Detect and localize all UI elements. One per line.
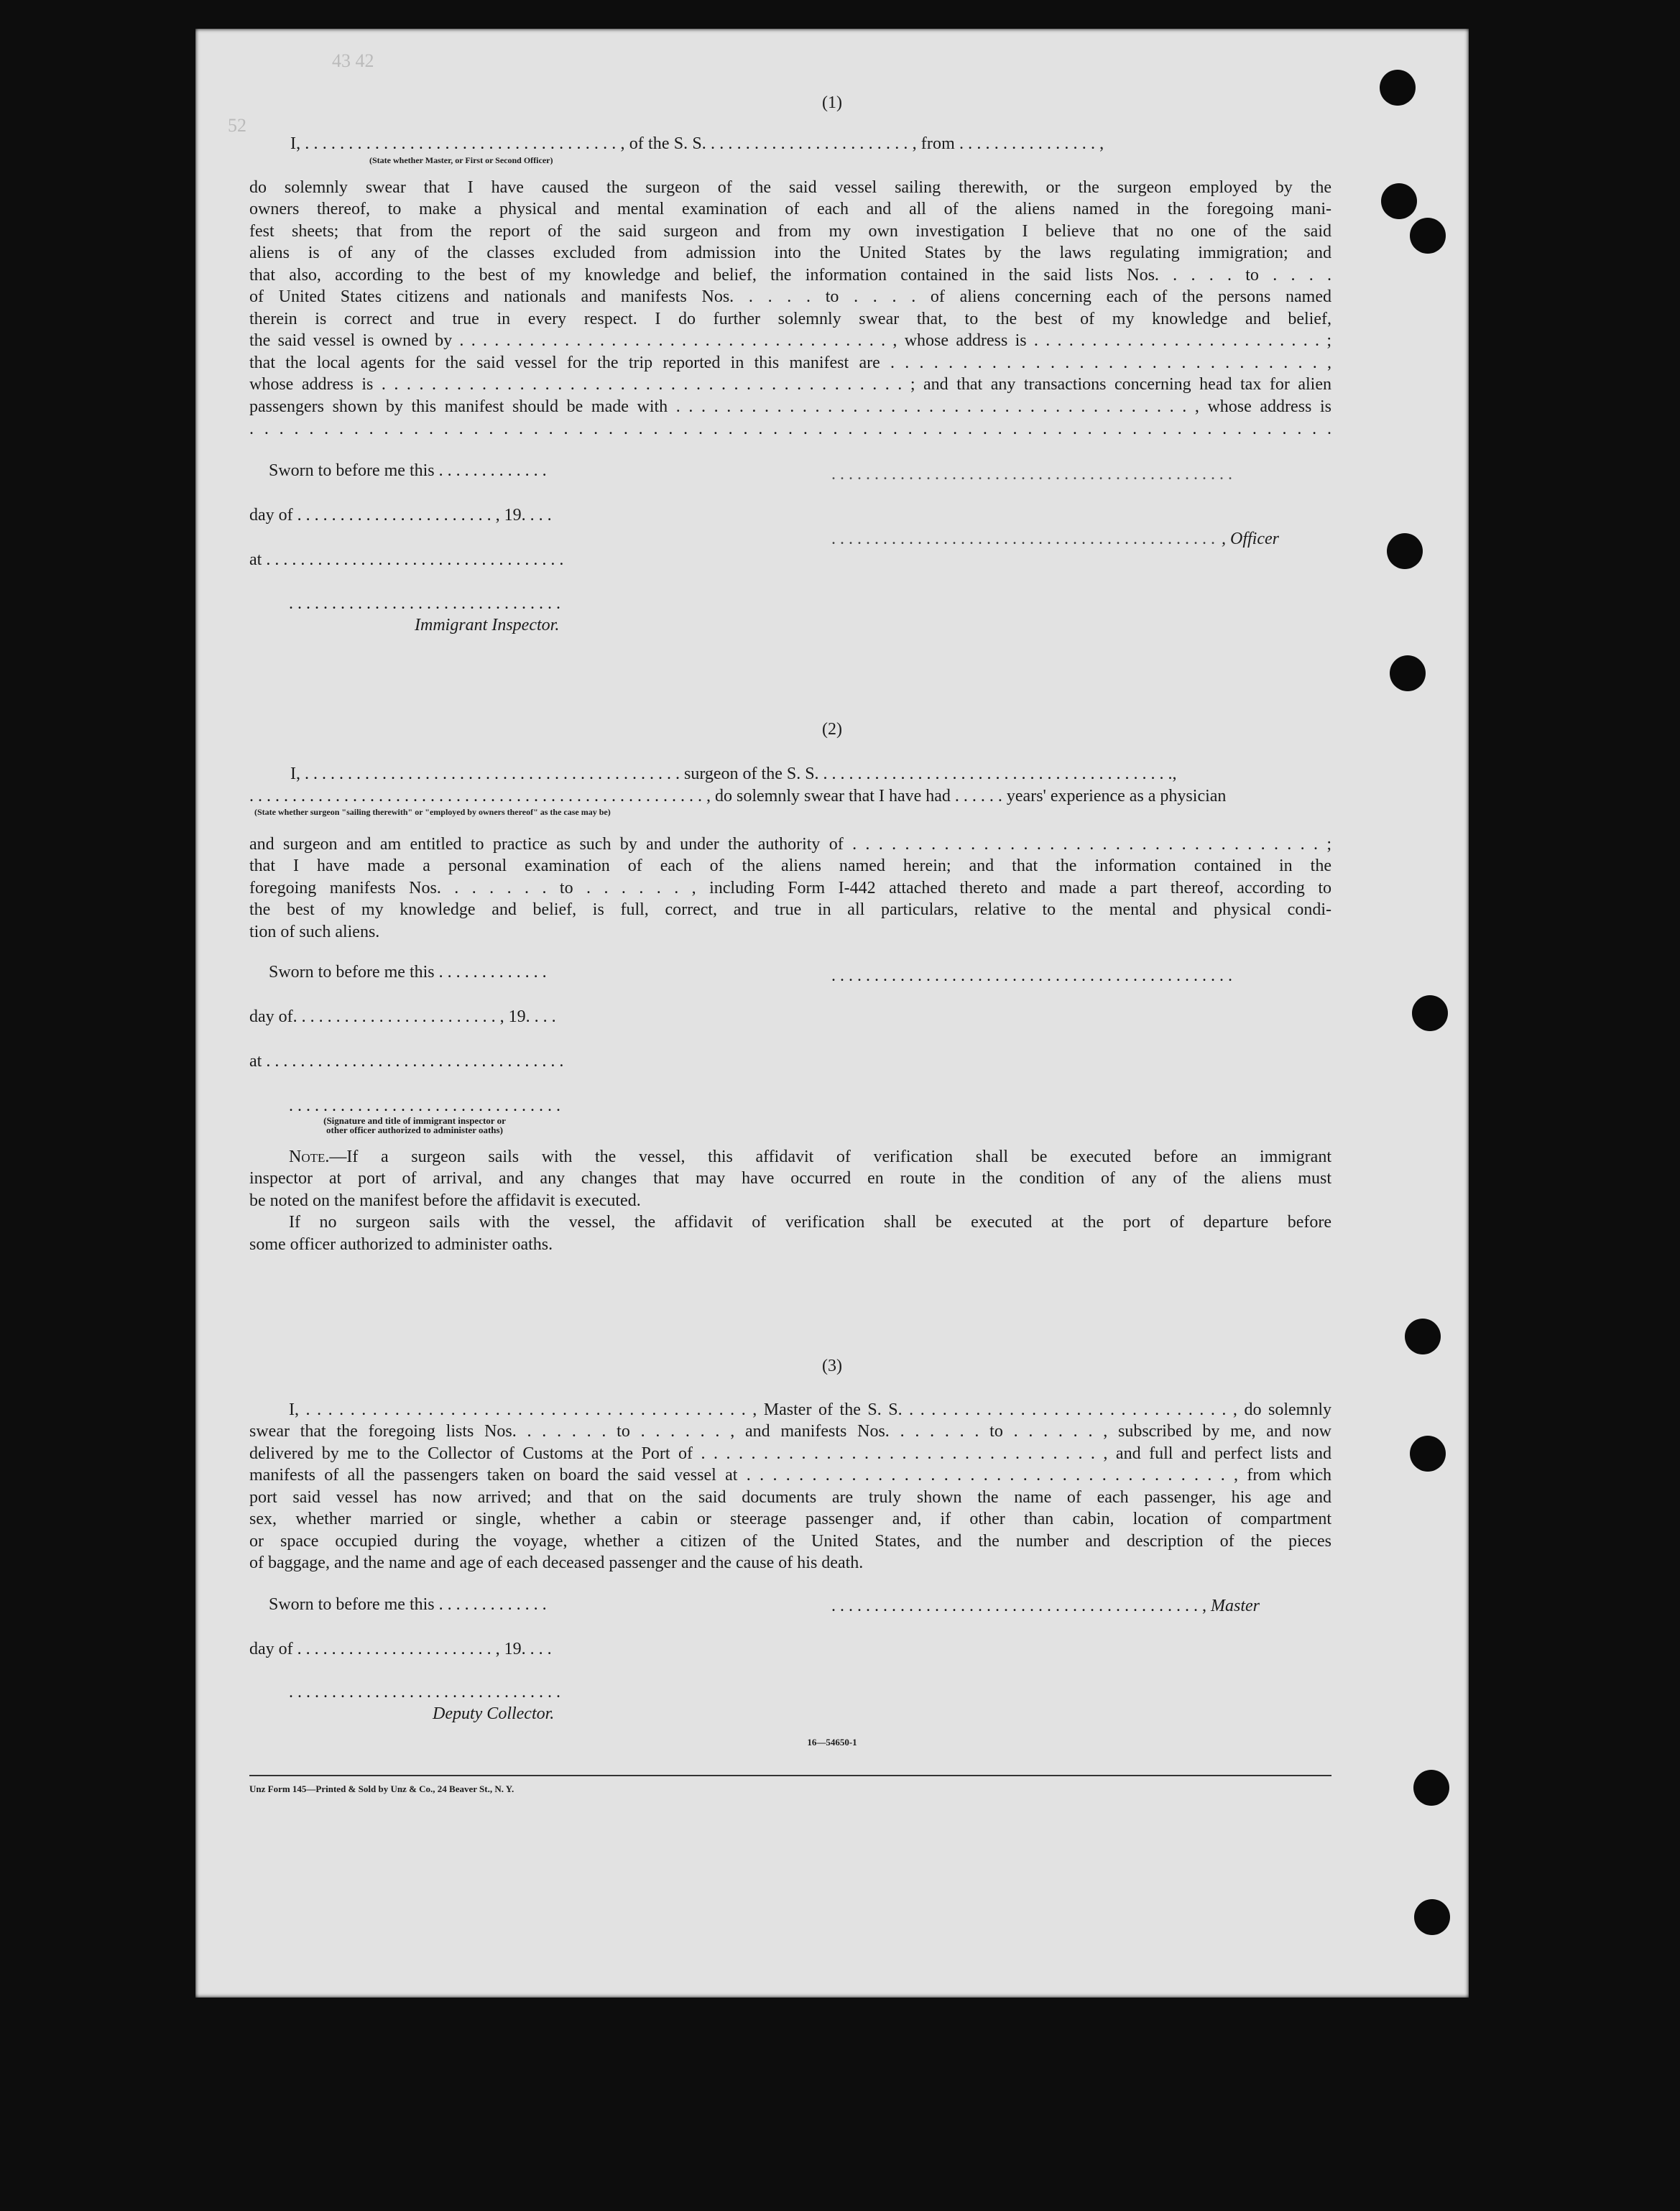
section-1-body-line: owners thereof, to make a physical and mental examination of each and all of the aliens named in the foregoing mani- bbox=[249, 200, 1331, 218]
section-1-body-line: of United States citizens and nationals and manifests Nos. . . . . to . . . . of aliens concerning each of the persons named bbox=[249, 287, 1331, 306]
punch-hole bbox=[1381, 183, 1417, 219]
section-1-body-line: whose address is . . . . . . . . . . . . . . . . . . . . . . . . . . . . . . . . . . . . . . . . . . ; and that any transactions concerning head tax for alien bbox=[249, 375, 1331, 394]
section-1-body-line: do solemnly swear that I have caused the surgeon of the said vessel sailing therewith, or the surgeon employed by the bbox=[249, 178, 1331, 197]
section-3-body-line: swear that the foregoing lists Nos. . . . . . . to . . . . . . , and manifests Nos. . . . . . . to . . . . . . , subscribed by me, and now bbox=[249, 1422, 1331, 1441]
section-3-body-line: port said vessel has now arrived; and that on the said documents are truly shown the name of each passenger, his age and bbox=[249, 1488, 1331, 1507]
section-3-body-line: manifests of all the passengers taken on board the said vessel at . . . . . . . . . . . . . . . . . . . . . . . . . . . . . . . . . . . . . , from which bbox=[249, 1466, 1331, 1485]
form-code: 16—54650-1 bbox=[807, 1737, 857, 1748]
punch-hole bbox=[1413, 1770, 1449, 1806]
punch-hole bbox=[1380, 70, 1416, 106]
section-3-master-line: . . . . . . . . . . . . . . . . . . . . . . . . . . . . . . . . . . . . . . . . . . . , bbox=[831, 1597, 1211, 1615]
section-3-body-line: delivered by me to the Collector of Customs at the Port of . . . . . . . . . . . . . . . . . . . . . . . . . . . . . . . . , and full and perfect lists and bbox=[249, 1444, 1331, 1463]
note-label: Note. bbox=[289, 1148, 330, 1166]
section-3-body-line: of baggage, and the name and age of each deceased passenger and the cause of his death. bbox=[249, 1554, 864, 1572]
section-2-body-line: that I have made a personal examination of each of the aliens named herein; and that the information contained in the bbox=[249, 857, 1331, 875]
section-1-line1: I, . . . . . . . . . . . . . . . . . . . . . . . . . . . . . . . . . . . . , of the S. S. . . . . . . . . . . . . . . . . . . . . . . . , from . . . . . . . . . . . . . . . . , bbox=[290, 134, 1104, 153]
section-2-body-line: tion of such aliens. bbox=[249, 923, 380, 941]
section-2-signature-note-1: (Signature and title of immigrant inspector or bbox=[323, 1115, 506, 1126]
section-2-line2: . . . . . . . . . . . . . . . . . . . . . . . . . . . . . . . . . . . . . . . . . . . . . . . . . . . . . , do solemnly swear that I have had . . . . . . years' experience as a physician bbox=[249, 787, 1227, 806]
section-1-body-line: that the local agents for the said vessel for the trip reported in this manifest are . . . . . . . . . . . . . . . . . . . . . . . . . . . . . . , bbox=[249, 354, 1331, 372]
section-1-body-line: aliens is of any of the classes excluded from admission into the United States by the laws regulating immigration; and bbox=[249, 244, 1331, 262]
section-3-day: day of . . . . . . . . . . . . . . . . . . . . . . . , 19. . . . bbox=[249, 1640, 552, 1658]
section-2-signature-right: . . . . . . . . . . . . . . . . . . . . . . . . . . . . . . . . . . . . . . . . . . . . . . . bbox=[831, 966, 1232, 985]
punch-hole bbox=[1387, 533, 1423, 569]
punch-hole bbox=[1405, 1319, 1441, 1354]
section-3-signature-line: . . . . . . . . . . . . . . . . . . . . . . . . . . . . . . . . bbox=[289, 1683, 560, 1702]
punch-hole bbox=[1414, 1899, 1450, 1935]
note-body-line: be noted on the manifest before the affidavit is executed. bbox=[249, 1191, 641, 1210]
section-3-number: (3) bbox=[822, 1357, 842, 1375]
section-1-signature-line: . . . . . . . . . . . . . . . . . . . . . . . . . . . . . . . . bbox=[289, 594, 560, 613]
section-1-day: day of . . . . . . . . . . . . . . . . . . . . . . . , 19. . . . bbox=[249, 506, 552, 525]
section-2-line1: I, . . . . . . . . . . . . . . . . . . . . . . . . . . . . . . . . . . . . . . . . . . . . surgeon of the S. S. . . . . . . . . . . . . . . . . . . . . . . . . . . . . . . . . . . . . . . . . ., bbox=[290, 765, 1177, 783]
section-2-sworn: Sworn to before me this . . . . . . . . . . . . . bbox=[269, 963, 547, 982]
section-3-collector-label: Deputy Collector. bbox=[433, 1704, 555, 1723]
section-3-body-line: I, . . . . . . . . . . . . . . . . . . . . . . . . . . . . . . . . . . . . . . . . , Master of the S. S. . . . . . . . . . . . . . . . . . . . . . . . . . . . . . , do solemnly bbox=[289, 1400, 1331, 1419]
section-3-body-line: or space occupied during the voyage, whether a citizen of the United States, and the number and description of the pieces bbox=[249, 1532, 1331, 1551]
section-1-body-line: passengers shown by this manifest should be made with . . . . . . . . . . . . . . . . . . . . . . . . . . . . . . . . . . . . . . . . . , whose address is bbox=[249, 397, 1331, 416]
header-mark: 43 42 bbox=[332, 50, 374, 71]
section-1-officer-line1: . . . . . . . . . . . . . . . . . . . . . . . . . . . . . . . . . . . . . . . . . . . . . . . bbox=[831, 465, 1232, 484]
section-2-body-line: the best of my knowledge and belief, is full, correct, and true in all particulars, relative to the mental and physical condi- bbox=[249, 900, 1331, 919]
section-1-inspector-label: Immigrant Inspector. bbox=[415, 616, 560, 634]
section-2-at: at . . . . . . . . . . . . . . . . . . . . . . . . . . . . . . . . . . . bbox=[249, 1052, 564, 1071]
section-1-body-line: fest sheets; that from the report of the said surgeon and from my own investigation I believe that no one of the said bbox=[249, 222, 1331, 241]
section-1-officer-label: , Officer bbox=[1222, 530, 1279, 548]
manifest-page bbox=[195, 29, 1469, 1998]
printer-line: Unz Form 145—Printed & Sold by Unz & Co., 24 Beaver St., N. Y. bbox=[249, 1783, 514, 1794]
section-1-at: at . . . . . . . . . . . . . . . . . . . . . . . . . . . . . . . . . . . bbox=[249, 550, 564, 569]
section-2-day: day of. . . . . . . . . . . . . . . . . . . . . . . . , 19. . . . bbox=[249, 1007, 556, 1026]
section-1-body-line: therein is correct and true in every respect. I do further solemnly swear that, to the best of my knowledge and belief, bbox=[249, 310, 1331, 328]
section-1-note: (State whether Master, or First or Second Officer) bbox=[369, 155, 553, 165]
footer-rule bbox=[249, 1775, 1331, 1776]
section-3-master-label: Master bbox=[1211, 1597, 1260, 1615]
section-2-body-line: and surgeon and am entitled to practice as such by and under the authority of . . . . . . . . . . . . . . . . . . . . . . . . . . . . . . . . . . . . ; bbox=[249, 835, 1331, 854]
note2-line: If no surgeon sails with the vessel, the affidavit of verification shall be executed at the port of departure before bbox=[289, 1213, 1331, 1232]
note2-line: some officer authorized to administer oaths. bbox=[249, 1235, 553, 1254]
note-body-line: inspector at port of arrival, and any changes that may have occurred en route in the condition of any of the aliens must bbox=[249, 1169, 1331, 1188]
punch-hole bbox=[1412, 995, 1448, 1031]
section-2-body-line: foregoing manifests Nos. . . . . . . to . . . . . . , including Form I-442 attached thereto and made a part thereof, according to bbox=[249, 879, 1331, 897]
punch-hole bbox=[1410, 1436, 1446, 1472]
note-body-line: —If a surgeon sails with the vessel, this affidavit of verification shall be executed before an immigrant bbox=[329, 1148, 1331, 1166]
section-1-officer-line2: . . . . . . . . . . . . . . . . . . . . . . . . . . . . . . . . . . . . . . . . . . . . . bbox=[831, 530, 1215, 548]
section-2-note: (State whether surgeon "sailing therewith" or "employed by owners thereof" as the case may be) bbox=[254, 807, 611, 817]
section-3-sworn: Sworn to before me this . . . . . . . . . . . . . bbox=[269, 1595, 547, 1614]
section-1-sworn: Sworn to before me this . . . . . . . . . . . . . bbox=[269, 461, 547, 480]
section-2-signature-line: . . . . . . . . . . . . . . . . . . . . . . . . . . . . . . . . bbox=[289, 1097, 560, 1115]
punch-hole bbox=[1390, 655, 1426, 691]
section-1-body-line: the said vessel is owned by . . . . . . . . . . . . . . . . . . . . . . . . . . . . . . . . . . . . . , whose address is . . . . . . . . . . . . . . . . . . . . . . . . . ; bbox=[249, 331, 1331, 350]
section-1-body-line: . . . . . . . . . . . . . . . . . . . . . . . . . . . . . . . . . . . . . . . . . . . . . . . . . . . . . . . . . . . . . . . . . . . . . . . . . bbox=[249, 420, 1331, 438]
section-1-body-line: that also, according to the best of my knowledge and belief, the information contained in the said lists Nos. . . . . to . . . . bbox=[249, 266, 1331, 285]
section-2-signature-note-2: other officer authorized to administer oaths) bbox=[326, 1125, 503, 1135]
side-mark: 52 bbox=[228, 115, 246, 136]
section-3-body-line: sex, whether married or single, whether a cabin or steerage passenger and, if other than cabin, location of compartment bbox=[249, 1510, 1331, 1528]
section-2-number: (2) bbox=[822, 720, 842, 739]
section-1-number: (1) bbox=[822, 93, 842, 112]
punch-hole bbox=[1410, 218, 1446, 254]
